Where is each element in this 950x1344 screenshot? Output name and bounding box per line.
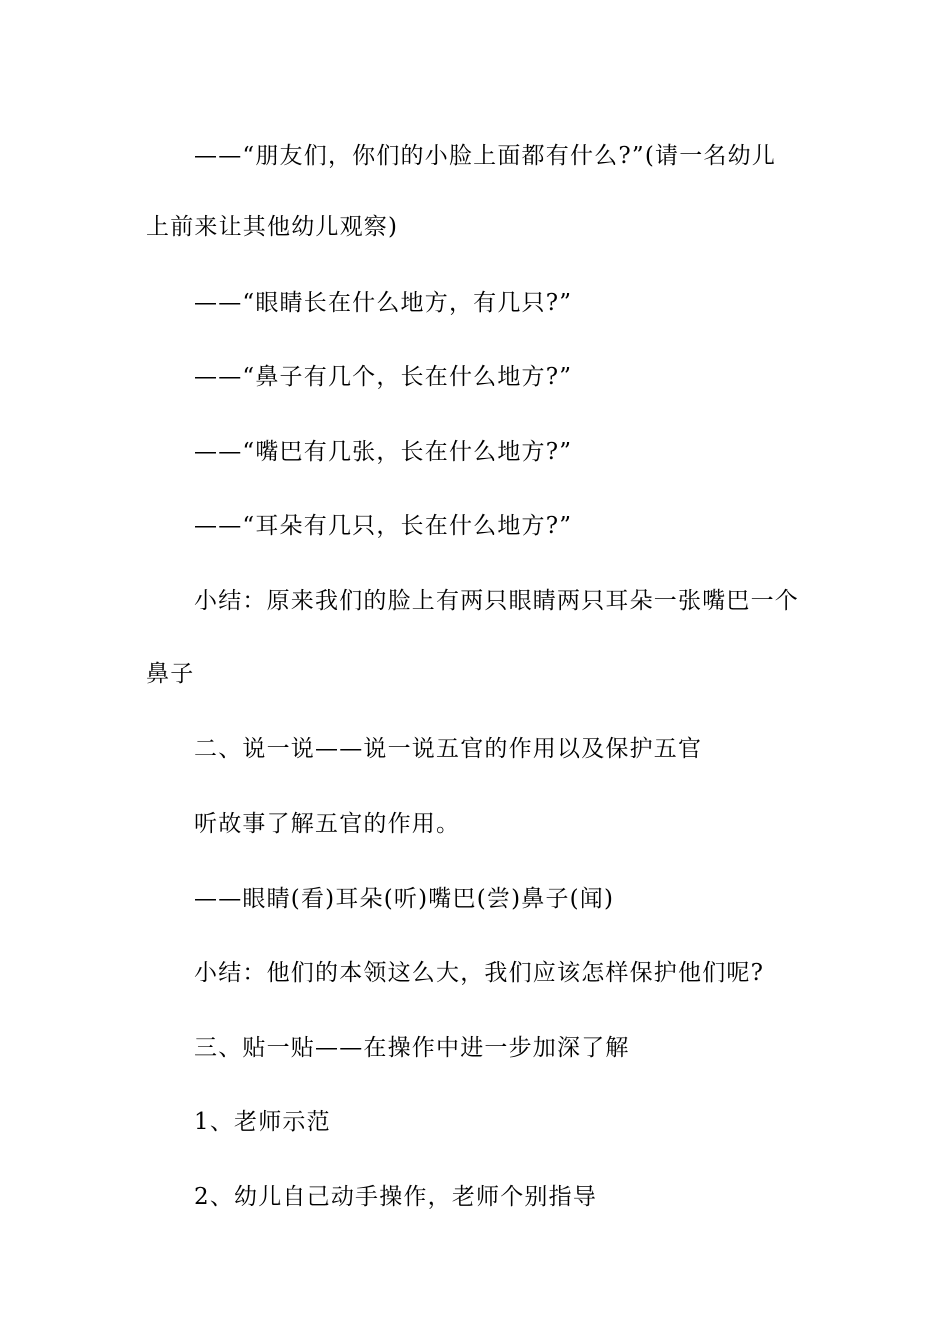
- paragraph-summary-1: 小结：原来我们的脸上有两只眼睛两只耳朵一张嘴巴一个: [194, 588, 799, 614]
- paragraph-summary-1-continued: 鼻子: [146, 661, 195, 687]
- section-heading-3: 三、贴一贴——在操作中进一步加深了解: [194, 1035, 630, 1061]
- paragraph-question-mouth: ——“嘴巴有几张，长在什么地方?”: [194, 439, 573, 465]
- paragraph-question-ears: ——“耳朵有几只，长在什么地方?”: [194, 513, 573, 539]
- paragraph-question-face-continued: 上前来让其他幼儿观察): [146, 214, 399, 240]
- list-item-1: 1、老师示范: [194, 1109, 331, 1135]
- paragraph-summary-2: 小结：他们的本领这么大，我们应该怎样保护他们呢?: [194, 960, 765, 986]
- paragraph-question-face: ——“朋友们，你们的小脸上面都有什么?”(请一名幼儿: [194, 143, 777, 169]
- paragraph-question-nose: ——“鼻子有几个，长在什么地方?”: [194, 364, 573, 390]
- paragraph-listen-story: 听故事了解五官的作用。: [194, 811, 461, 837]
- paragraph-organ-functions: ——眼睛(看)耳朵(听)嘴巴(尝)鼻子(闻): [194, 886, 615, 912]
- list-item-2: 2、幼儿自己动手操作，老师个别指导: [194, 1184, 598, 1210]
- paragraph-question-eyes: ——“眼睛长在什么地方，有几只?”: [194, 290, 573, 316]
- section-heading-2: 二、说一说——说一说五官的作用以及保护五官: [194, 736, 703, 762]
